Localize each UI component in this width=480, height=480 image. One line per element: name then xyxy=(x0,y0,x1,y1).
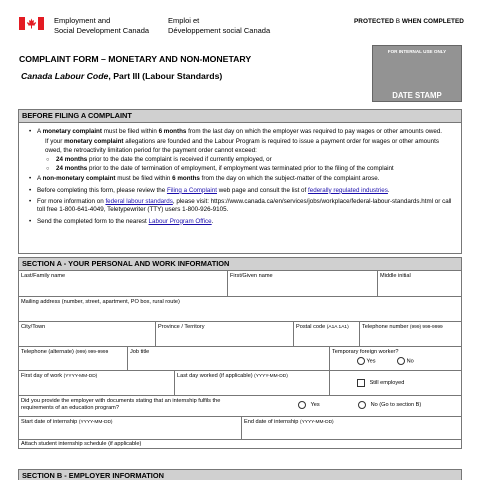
field-label: Province / Territory xyxy=(158,324,205,330)
option-label: No xyxy=(406,358,414,365)
page-header xyxy=(0,0,480,42)
department-name-fr xyxy=(168,16,270,36)
attach-schedule-row xyxy=(19,439,461,449)
tfw-yes-radio[interactable] xyxy=(357,357,365,365)
field-label: End date of internship xyxy=(244,419,299,425)
field-hint: (YYYY-MM-DD) xyxy=(78,420,113,425)
field-hint: (YYYY-MM-DD) xyxy=(254,374,288,379)
filing-complaint-link[interactable]: Filing a Complaint xyxy=(166,186,217,194)
section-b xyxy=(18,469,462,480)
field-label: Attach student internship schedule (if applicable) xyxy=(21,441,142,447)
field-hint: (999) 999-9999 xyxy=(75,350,109,355)
internship-dates-row xyxy=(19,416,461,439)
text: from the day on which the subject-matter of the complaint arose. xyxy=(199,175,380,183)
last-day-field[interactable] xyxy=(174,371,329,395)
internship-question-row xyxy=(19,395,461,416)
field-label: Middle initial xyxy=(380,273,411,279)
retroactivity-note xyxy=(37,138,457,173)
field-label: Last day worked (if applicable) xyxy=(177,373,253,379)
form-subtitle xyxy=(21,71,222,81)
text: web page and consult the list of xyxy=(216,186,308,194)
internal-use-box xyxy=(372,45,462,102)
mailing-address-field[interactable] xyxy=(19,297,461,321)
field-hint: (A1A 1A1) xyxy=(326,325,349,330)
list-item xyxy=(29,128,457,173)
section-a xyxy=(18,257,462,449)
field-label: First/Given name xyxy=(230,273,273,279)
first-day-field[interactable] xyxy=(19,371,174,395)
postal-code-field[interactable] xyxy=(293,322,359,346)
dept-fr-line1: Emploi et xyxy=(168,16,200,25)
protected-when: WHEN COMPLETED xyxy=(401,18,464,25)
text: . xyxy=(387,186,390,194)
city-row xyxy=(19,321,461,346)
field-label: City/Town xyxy=(21,324,46,330)
federally-regulated-link[interactable]: federally regulated industries xyxy=(308,186,388,194)
name-row xyxy=(19,271,461,296)
still-employed-checkbox[interactable] xyxy=(357,379,365,387)
field-label: Start date of internship xyxy=(21,419,78,425)
middle-initial-field[interactable] xyxy=(377,271,461,296)
text-bold: 24 months xyxy=(56,155,88,163)
internship-yes-option[interactable] xyxy=(298,401,320,410)
tfw-field xyxy=(329,347,461,370)
telephone-field[interactable] xyxy=(359,322,461,346)
contact-row xyxy=(19,346,461,370)
text: must be filed within xyxy=(101,128,159,135)
field-label: Mailing address (number, street, apartment, PO box, rural route) xyxy=(21,299,180,305)
text: For more information on xyxy=(37,198,106,206)
still-employed-option[interactable] xyxy=(357,379,404,388)
text-bold: 6 months xyxy=(158,128,187,135)
text: allegations are founded and the Labour Program is required to issue a payment order for wages or other amounts owed, the retroactivity limitation period for the payment order cannot exceed: xyxy=(45,138,439,154)
date-stamp-label: DATE STAMP xyxy=(392,91,442,100)
internship-end-field[interactable] xyxy=(241,417,461,439)
list-item xyxy=(29,198,457,215)
field-label: Temporary foreign worker? xyxy=(332,349,399,355)
tfw-no-option[interactable] xyxy=(397,357,414,366)
protected-word: PROTECTED xyxy=(354,18,394,25)
internship-start-field[interactable] xyxy=(19,417,241,439)
internship-no-option[interactable] xyxy=(358,401,421,410)
canada-flag-icon xyxy=(19,17,44,30)
field-hint: (999) 999-9999 xyxy=(409,325,443,330)
option-label: Yes xyxy=(366,358,376,365)
text: . xyxy=(211,217,214,225)
field-label: First day of work xyxy=(21,373,63,379)
internship-question-text: Did you provide the employer with documents stating that an internship fulfils the requirements of an education program? xyxy=(21,398,221,411)
text-bold: monetary complaint xyxy=(42,128,102,135)
dept-en-line2: Social Development Canada xyxy=(54,26,150,35)
city-field[interactable] xyxy=(19,322,155,346)
text: , please visit: https://www.canada.ca/en/services/jobs/workplace/federal-labour-standards.html or call toll free 1-800-641-4049, Teletypewriter (TTY) users 1-800-926-9105. xyxy=(37,198,452,214)
section-a-heading: SECTION A - YOUR PERSONAL AND WORK INFORMATION xyxy=(19,258,461,271)
text-bold: 24 months xyxy=(56,165,88,173)
internship-question xyxy=(19,396,461,416)
sub-list-item xyxy=(45,156,457,164)
text: must be filed within xyxy=(115,175,173,183)
field-hint: (YYYY-MM-DD) xyxy=(63,374,98,379)
subtitle-part: , Part III (Labour Standards) xyxy=(108,71,223,81)
job-title-field[interactable] xyxy=(127,347,329,370)
text: A xyxy=(37,175,43,183)
text-bold: non-monetary complaint xyxy=(42,175,116,183)
tfw-yes-option[interactable] xyxy=(357,357,376,366)
before-filing-list xyxy=(29,128,457,228)
text: prior to the date of termination of employment, if employment was terminated prior to the filing of the complaint xyxy=(87,165,394,173)
list-item xyxy=(29,187,457,195)
field-label: Telephone (alternate) xyxy=(21,349,74,355)
option-label: Yes xyxy=(310,402,320,409)
sub-list-item xyxy=(45,165,457,173)
text: A xyxy=(37,128,43,135)
text: If your xyxy=(45,138,65,146)
department-name-en xyxy=(54,16,149,36)
text-bold: 6 months xyxy=(172,175,200,183)
labour-program-office-link[interactable]: Labour Program Office xyxy=(148,217,212,225)
option-label: No (Go to section B) xyxy=(370,402,422,409)
protected-label xyxy=(354,18,464,25)
field-label: Telephone number xyxy=(362,324,409,330)
text: prior to the date the complaint is received if currently employed, or xyxy=(87,155,272,163)
still-employed-field xyxy=(329,371,461,395)
last-name-field[interactable] xyxy=(19,271,227,296)
tfw-no-radio[interactable] xyxy=(397,357,405,365)
field-label: Postal code xyxy=(296,324,326,330)
telephone-alt-field[interactable] xyxy=(19,347,127,370)
first-name-field[interactable] xyxy=(227,271,377,296)
internal-use-label: FOR INTERNAL USE ONLY xyxy=(387,49,447,54)
option-label: Still employed xyxy=(369,380,405,387)
labour-standards-link[interactable]: federal labour standards xyxy=(105,198,173,206)
field-hint: (YYYY-MM-DD) xyxy=(299,420,334,425)
section-b-heading: SECTION B - EMPLOYER INFORMATION xyxy=(19,470,461,480)
dept-en-line1: Employment and xyxy=(54,16,111,25)
internship-yes-radio[interactable] xyxy=(298,401,306,409)
field-label: Job title xyxy=(130,349,150,355)
subtitle-act: Canada Labour Code xyxy=(21,71,109,81)
text: from the last day on which the employer was required to pay wages or other amounts owed. xyxy=(186,128,443,135)
province-field[interactable] xyxy=(155,322,293,346)
internship-no-radio[interactable] xyxy=(358,401,366,409)
before-filing-section xyxy=(18,109,462,254)
attach-schedule-field[interactable] xyxy=(19,440,461,449)
form-title: COMPLAINT FORM – MONETARY AND NON-MONETARY xyxy=(19,54,252,64)
text-bold: monetary complaint xyxy=(64,138,124,146)
text: Before completing this form, please review the xyxy=(37,186,167,194)
list-item xyxy=(29,218,457,226)
address-row xyxy=(19,296,461,321)
dept-fr-line2: Développement social Canada xyxy=(168,26,271,35)
before-filing-heading: BEFORE FILING A COMPLAINT xyxy=(19,110,461,123)
text: Send the completed form to the nearest xyxy=(37,217,149,225)
employment-dates-row xyxy=(19,370,461,395)
protected-level: B xyxy=(395,18,401,25)
field-label: Last/Family name xyxy=(21,273,66,279)
list-item xyxy=(29,175,457,183)
